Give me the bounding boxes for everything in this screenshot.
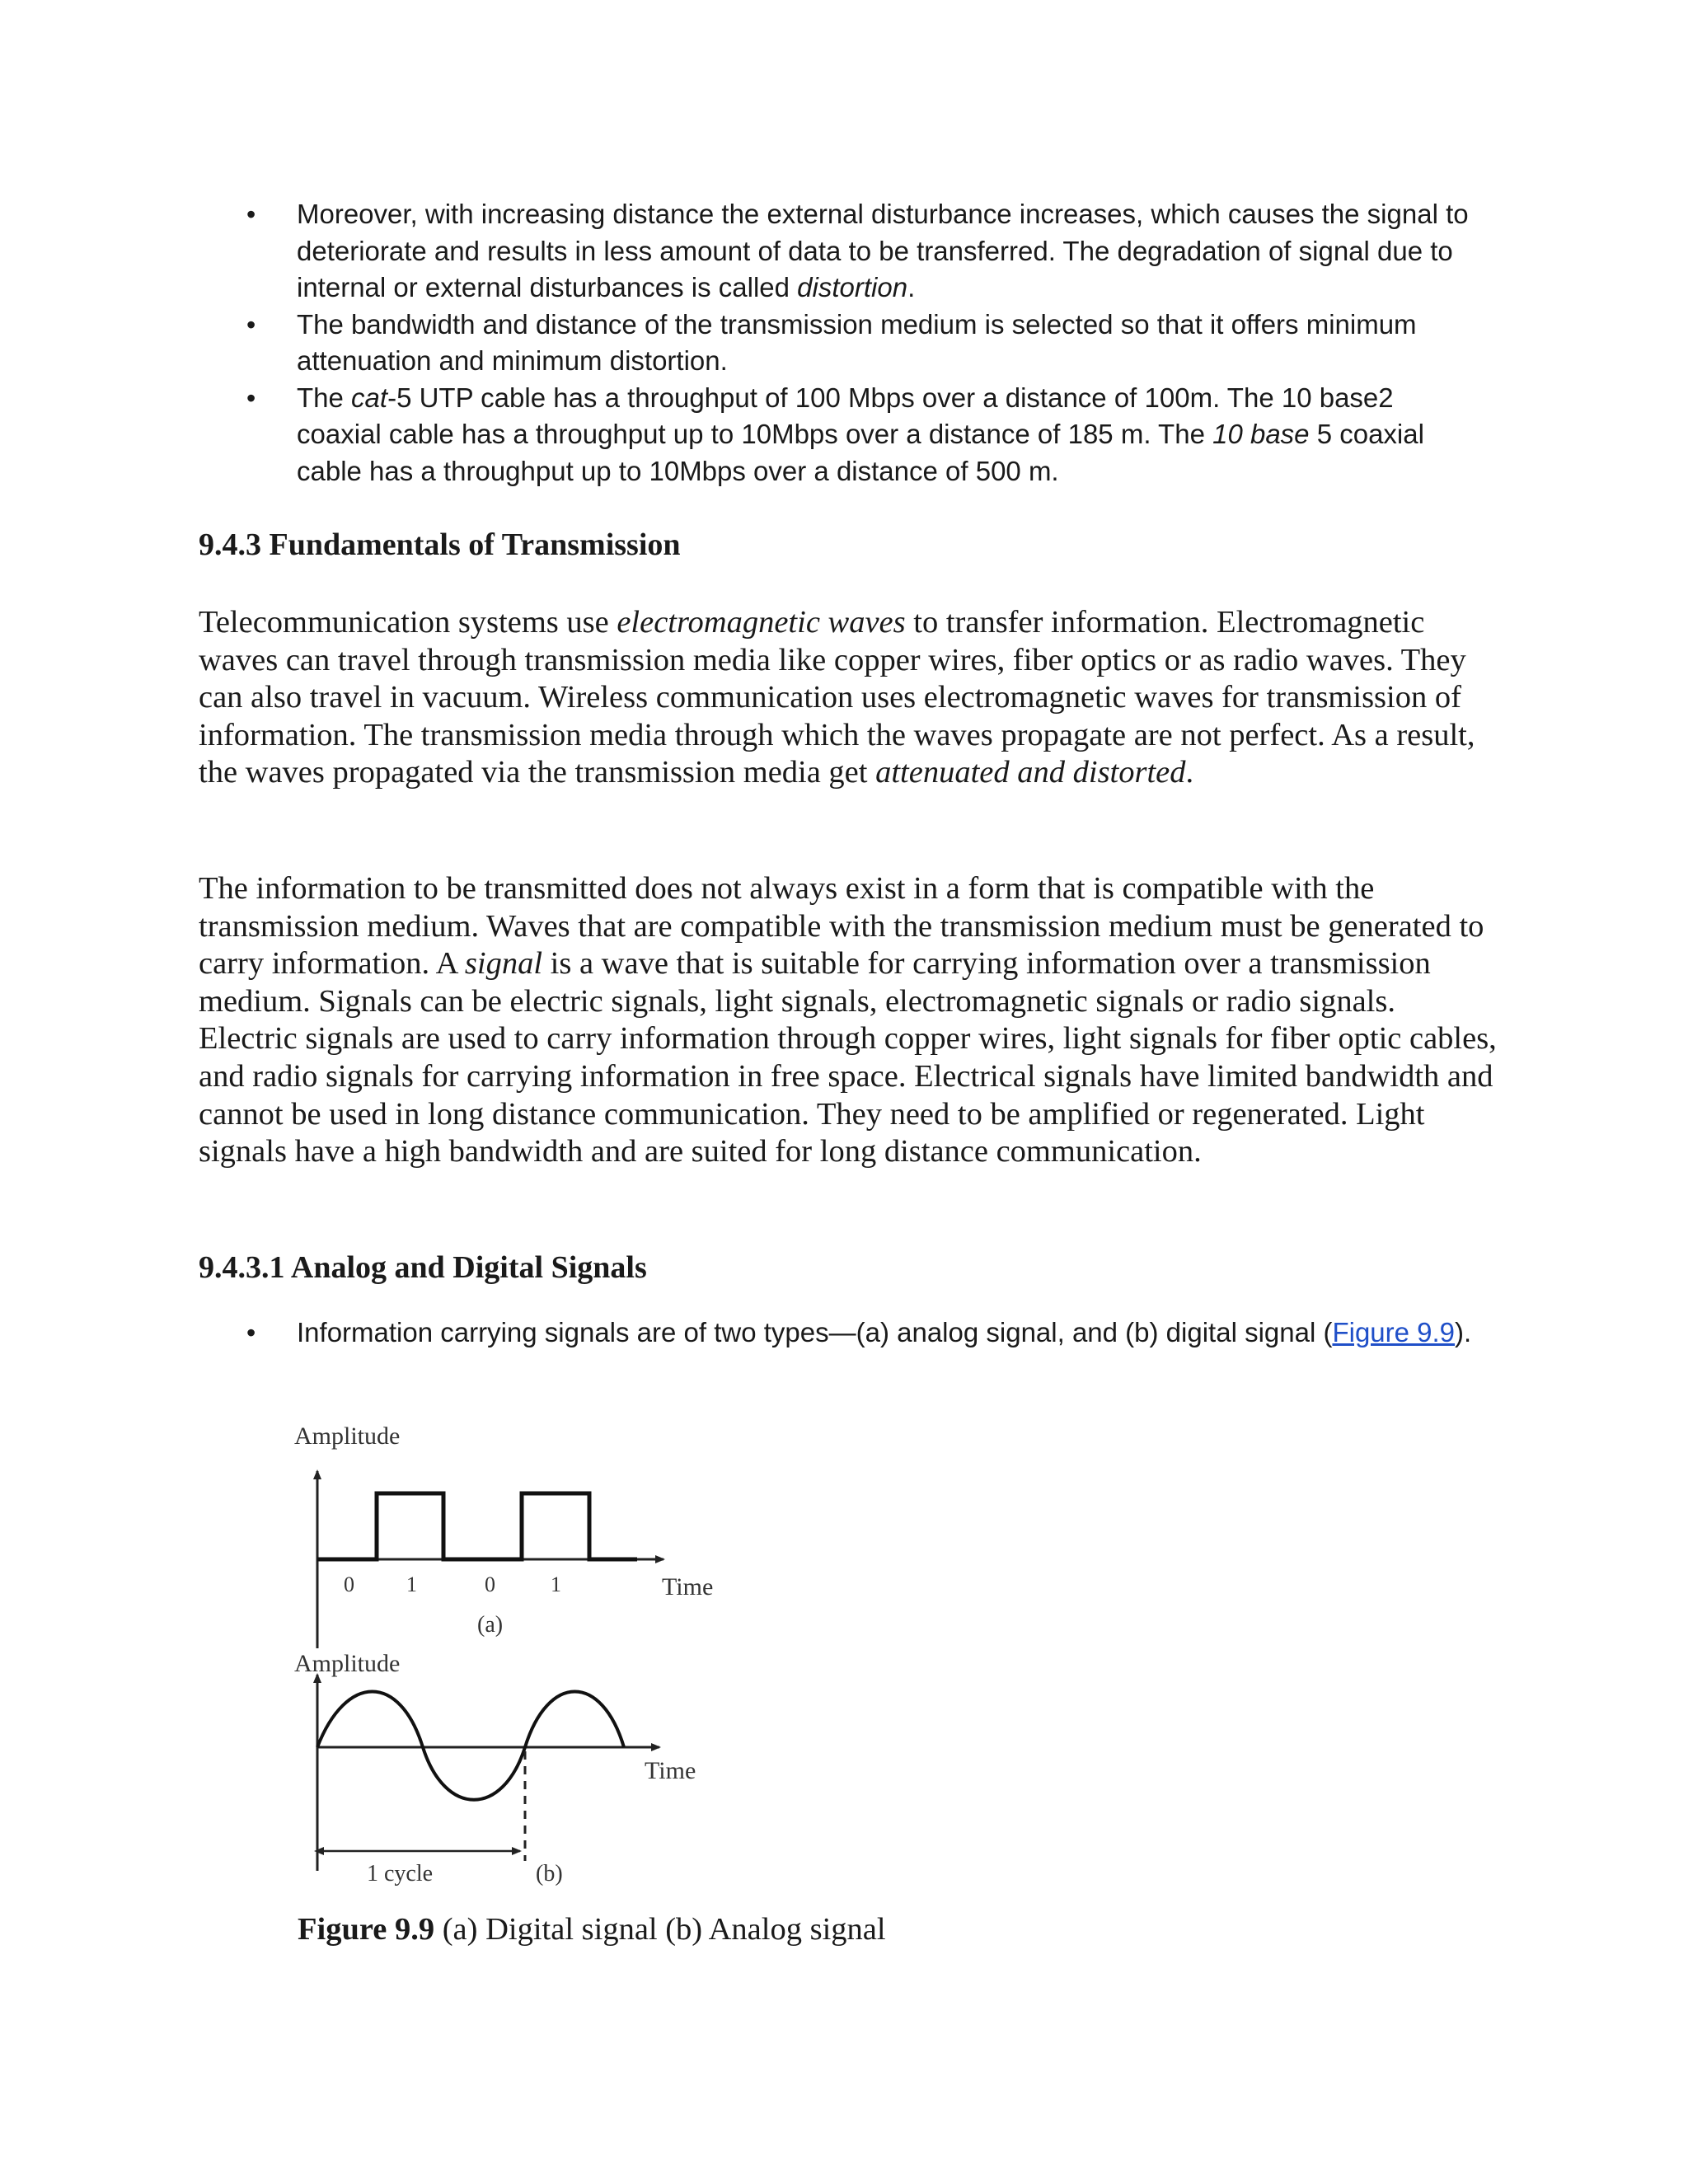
bullet-dot-icon: • <box>246 199 256 229</box>
text-run: The bandwidth and distance of the transmission medium is selected so that it offers minimum attenuation and minimum distortion. <box>297 308 1417 376</box>
bullet-figure-text: Information carrying signals are of two types—(a) analog signal, and (b) digital signal ( <box>297 1317 1333 1347</box>
emphasized-text: cat <box>351 382 388 413</box>
text-run: -5 UTP cable has a throughput of 100 Mbps over a distance of 100m. The 10 base2 coaxial cable has a throughput up to 10Mbps over a distance of 185 m. The <box>297 382 1394 449</box>
digital-panel-label: (a) <box>477 1612 504 1638</box>
analog-y-label: Amplitude <box>294 1650 401 1677</box>
text-run: Telecommunication systems use <box>199 605 617 640</box>
bullet-item <box>198 380 1484 490</box>
bit-label: 0 <box>485 1572 495 1596</box>
text-run: . <box>907 272 916 302</box>
figure-caption <box>298 1910 886 1948</box>
digital-x-label: Time <box>662 1573 714 1601</box>
bullet-dot-icon: • <box>246 309 256 340</box>
analog-signal-panel <box>294 1650 696 1886</box>
text-run: Moreover, with increasing distance the external disturbance increases, which causes the signal to deteriorate and results in less amount of data to be transferred. The degradation of signal due to internal or external disturbances is called <box>297 199 1469 302</box>
paragraph-electromagnetic-waves <box>199 604 1501 792</box>
bullet-text <box>297 309 1417 377</box>
digital-signal-panel <box>294 1426 713 1648</box>
text-run: is a wave that is suitable for carrying information over a transmission medium. Signals can be electric signals, light signals, electromagnetic signals or radio signals. Electric signals are used to carry information through copper wires, light signals for fiber optic cables, and radio signals for carrying information in free space. Electrical signals have limited bandwidth and cannot be used in long distance communication. They need to be amplified or regenerated. Light signals have a high bandwidth and are suited for long distance communication. <box>199 946 1497 1169</box>
text-run: . <box>1185 755 1194 790</box>
emphasized-text: signal <box>464 946 543 982</box>
subsection-heading: 9.4.3.1 Analog and Digital Signals <box>199 1250 647 1285</box>
bullet-item <box>198 196 1484 307</box>
bullet-dot-icon: • <box>246 382 256 413</box>
paragraph-signals <box>199 870 1501 1171</box>
digital-y-label: Amplitude <box>294 1426 401 1450</box>
figure-caption-label: Figure 9.9 <box>298 1912 435 1947</box>
section-heading: 9.4.3 Fundamentals of Transmission <box>199 527 681 562</box>
bullet-text <box>297 1317 1471 1347</box>
bullet-text <box>297 382 1424 486</box>
emphasized-text: distortion <box>797 272 908 302</box>
bit-label: 1 <box>406 1572 417 1596</box>
figure-signals-diagram <box>284 1426 746 1887</box>
bit-label: 0 <box>344 1572 354 1596</box>
emphasized-text: electromagnetic waves <box>617 605 906 640</box>
bullet-figure-after: ). <box>1455 1317 1472 1347</box>
bullet-item <box>198 307 1484 380</box>
text-run: The <box>297 382 352 413</box>
text-run: to transfer information. Electromagnetic waves can travel through transmission media like copper wires, fiber optics or as radio waves. They can also travel in vacuum. Wireless communication uses electromagnetic waves for transmission of information. The transmission media through which the waves propagate are not perfect. As a result, the waves propagated via the transmission media get <box>199 605 1475 790</box>
text-run: 5 coaxial cable has a throughput up to 10Mbps over a distance of 500 m. <box>297 419 1424 486</box>
bullet-list-figure <box>198 1315 1484 1352</box>
analog-panel-label: (b) <box>536 1861 563 1886</box>
bit-label: 1 <box>551 1572 561 1596</box>
analog-x-label: Time <box>645 1757 696 1784</box>
figure-caption-text: (a) Digital signal (b) Analog signal <box>434 1912 886 1947</box>
text-run: The information to be transmitted does not always exist in a form that is compatible with the transmission medium. Waves that are compatible with the transmission medium must be generated to carry information. A <box>199 871 1484 982</box>
bullet-dot-icon: • <box>246 1318 256 1347</box>
analog-waveform <box>317 1692 624 1800</box>
figure-link[interactable]: Figure 9.9 <box>1332 1317 1456 1347</box>
emphasized-text: 10 base <box>1212 419 1310 449</box>
emphasized-text: attenuated and distorted <box>875 755 1186 790</box>
bullet-item <box>198 1315 1484 1352</box>
cycle-label: 1 cycle <box>367 1861 434 1886</box>
bullet-list-top <box>198 196 1484 490</box>
digital-waveform <box>317 1493 637 1559</box>
bullet-text <box>297 199 1469 302</box>
